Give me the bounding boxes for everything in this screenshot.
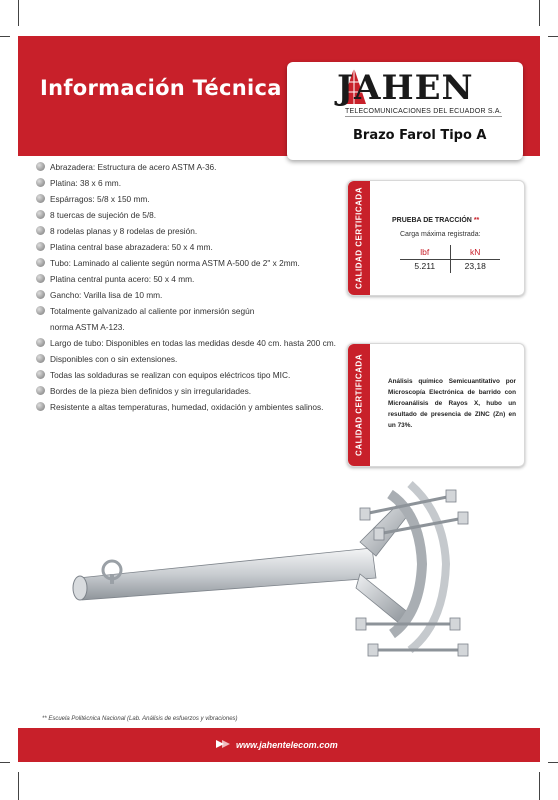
list-item: Totalmente galvanizado al caliente por inmersión según [36, 304, 336, 320]
list-item: Largo de tubo: Disponibles en todas las medidas desde 40 cm. hasta 200 cm. [36, 336, 336, 352]
list-item: Espárragos: 5/8 x 150 mm. [36, 192, 336, 208]
list-item: Platina: 38 x 6 mm. [36, 176, 336, 192]
test-subtitle: Carga máxima registrada: [400, 231, 481, 238]
list-item: Bordes de la pieza bien definidos y sin irregularidades. [36, 384, 336, 400]
crop-mark [539, 772, 540, 800]
crop-mark [0, 36, 10, 37]
crop-mark [18, 0, 19, 26]
list-item: Abrazadera: Estructura de acero ASTM A-36. [36, 160, 336, 176]
analysis-text: Análisis químico Semicuantitativo por Microscopía Electrónica de barrido con Microanálisis de Rayos X, hubo un resultado de presencia de ZINC (Zn) en un 73%. [388, 378, 516, 429]
brand-tagline: TELECOMUNICACIONES DEL ECUADOR S.A. [345, 108, 502, 115]
unit-header: lbf [400, 245, 450, 259]
crop-mark [548, 36, 558, 37]
list-item-continuation: norma ASTM A-123. [50, 322, 125, 332]
page-title: Información Técnica [40, 76, 282, 100]
bullet-icon [36, 274, 45, 283]
result-value: 23,18 [464, 261, 486, 272]
footnote: ** Escuela Politécnica Nacional (Lab. Análisis de esfuerzos y vibraciones) [42, 716, 238, 722]
test-results-table [400, 245, 500, 273]
crop-mark [18, 772, 19, 800]
bullet-icon [36, 258, 45, 267]
bullet-icon [36, 210, 45, 219]
test-title: PRUEBA DE TRACCIÓN ** [392, 217, 480, 224]
chemical-analysis-card [347, 343, 525, 467]
bullet-icon [36, 162, 45, 171]
list-item: Resistente a altas temperaturas, humedad, oxidación y ambientes salinos. [36, 400, 336, 416]
list-item: Platina central punta acero: 50 x 4 mm. [36, 272, 336, 288]
bullet-icon [36, 370, 45, 379]
list-item: Todas las soldaduras se realizan con equipos eléctricos tipo MIC. [36, 368, 336, 384]
bullet-icon [36, 226, 45, 235]
crop-mark [548, 762, 558, 763]
bullet-icon [36, 290, 45, 299]
logo-card [287, 62, 523, 160]
list-item: Tubo: Laminado al caliente según norma ASTM A-500 de 2" x 2mm. [36, 256, 336, 272]
crop-mark [539, 0, 540, 26]
list-item: 8 tuercas de sujeción de 5/8. [36, 208, 336, 224]
bullet-icon [36, 242, 45, 251]
product-title: Brazo Farol Tipo A [353, 128, 487, 143]
crop-mark [0, 762, 10, 763]
bullet-icon [36, 306, 45, 315]
brand-logo-text: JAHEN [337, 68, 474, 108]
arrow-icon [216, 738, 232, 750]
bullet-icon [36, 194, 45, 203]
bullet-icon [36, 338, 45, 347]
bullet-icon [36, 178, 45, 187]
list-item: Platina central base abrazadera: 50 x 4 mm. [36, 240, 336, 256]
bullet-icon [36, 354, 45, 363]
bullet-icon [36, 402, 45, 411]
street-light-arm-image [60, 474, 490, 694]
tensile-test-card [347, 180, 525, 296]
result-value: 5.211 [400, 259, 450, 273]
list-item: Disponibles con o sin extensiones. [36, 352, 336, 368]
bullet-icon [36, 386, 45, 395]
specs-list [36, 160, 336, 416]
certified-quality-tab: CALIDAD CERTIFICADA [348, 181, 370, 295]
certified-quality-tab: CALIDAD CERTIFICADA [348, 344, 370, 466]
website-link[interactable]: www.jahentelecom.com [236, 740, 338, 750]
list-item: Gancho: Varilla lisa de 10 mm. [36, 288, 336, 304]
list-item: 8 rodelas planas y 8 rodelas de presión. [36, 224, 336, 240]
unit-header: kN [450, 245, 500, 259]
